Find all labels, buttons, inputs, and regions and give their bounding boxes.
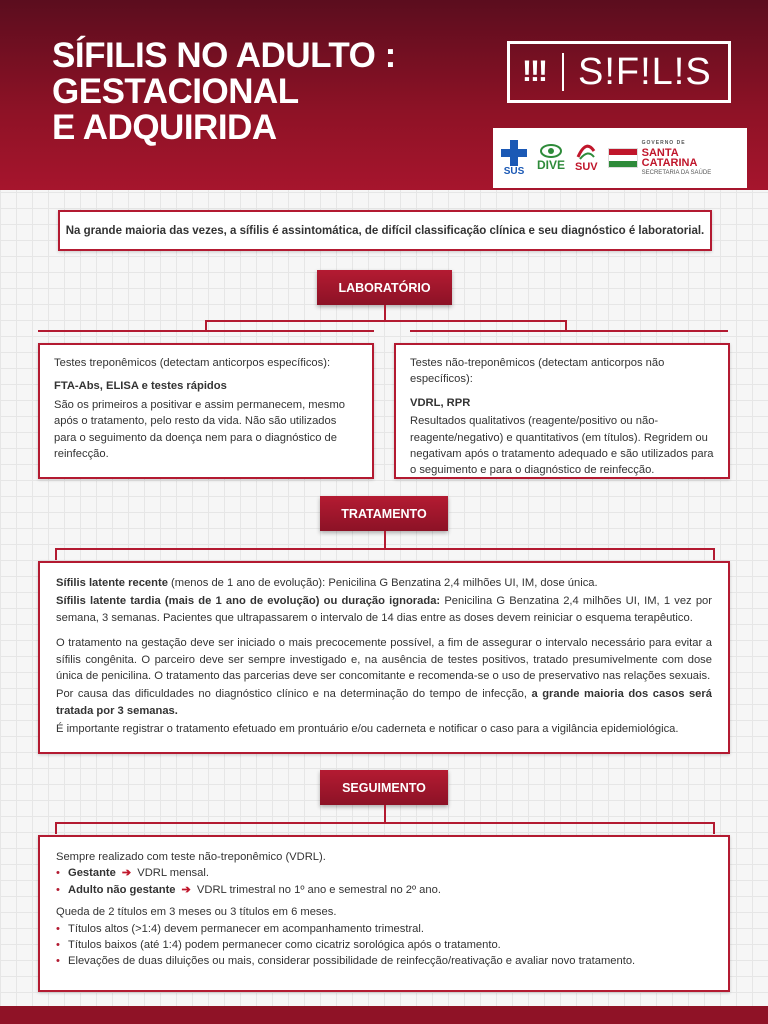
list-item: • Títulos altos (>1:4) devem permanecer em acompanhamento trimestral. bbox=[56, 921, 712, 937]
adulto-value: VDRL trimestral no 1º ano e semestral no 2º ano. bbox=[196, 883, 441, 896]
bracket-line bbox=[55, 548, 715, 550]
treponemic-tests-list: FTA-Abs, ELISA e testes rápidos bbox=[54, 380, 227, 393]
title-line-3: E ADQUIRIDA bbox=[52, 108, 277, 147]
latente-recente-detail: (menos de 1 ano de evolução): Penicilina G Benzatina 2,4 milhões UI, IM, dose única. bbox=[167, 577, 598, 589]
seguimento-box bbox=[38, 835, 730, 992]
dificuldades-text: Por causa das dificuldades no diagnóstico clínico e na determinação do tempo de infecção, bbox=[56, 688, 532, 701]
sc-gov-label: GOVERNO DE bbox=[641, 140, 686, 146]
list-item bbox=[56, 865, 712, 881]
intro-text: Na grande maioria das vezes, a sífilis é assintomática, de difícil classificação clínica e seu diagnóstico é laboratorial. bbox=[65, 224, 705, 237]
connector-line bbox=[384, 805, 386, 823]
latente-tardia-label: Sífilis latente tardia (mais de 1 ano de evolução) ou duração ignorada: bbox=[56, 595, 441, 608]
bracket-line bbox=[55, 548, 57, 560]
adulto-label: Adulto não gestante bbox=[68, 883, 176, 896]
partner-logos bbox=[493, 128, 747, 188]
eye-icon bbox=[540, 144, 562, 158]
arrow-right-icon: ➔ bbox=[121, 867, 132, 880]
sifilis-brand-logo bbox=[507, 41, 731, 103]
tratamento-title: TRATAMENTO bbox=[341, 506, 427, 521]
arrow-right-icon: ➔ bbox=[181, 883, 191, 896]
bracket-line bbox=[713, 822, 715, 834]
sc-name-line1: SANTA bbox=[641, 147, 679, 159]
suv-swoosh-icon bbox=[576, 143, 596, 161]
intro-box bbox=[58, 210, 712, 251]
footer-bar bbox=[0, 1006, 768, 1024]
suv-label: SUV bbox=[575, 161, 598, 173]
list-item: • Elevações de duas diluições ou mais, considerar possibilidade de reinfecção/reativação e avaliar novo tratamento. bbox=[56, 953, 712, 969]
non-treponemic-description: Resultados qualitativos (reagente/positivo ou não-reagente/negativo) e quantitativos (em títulos). Regridem ou negativam após o tratamento adequado e são utilizados para o seguimento e para o diagnóstico de reinfecção. bbox=[410, 415, 714, 477]
connector-line bbox=[384, 305, 386, 321]
registro-paragraph: É importante registrar o tratamento efetuado em prontuário e/ou caderneta e notificar o caso para a vigilância epidemiológica. bbox=[56, 723, 679, 736]
gestante-value: VDRL mensal. bbox=[137, 867, 209, 880]
treponemic-description: São os primeiros a positivar e assim permanecem, mesmo após o tratamento, pelo resto da vida. Não são utilizados para o seguimento da doença nem para o diagnóstico de reinfecção. bbox=[54, 398, 345, 461]
latente-recente-label: Sífilis latente recente bbox=[56, 577, 168, 589]
laboratorio-badge bbox=[317, 270, 452, 305]
seguimento-groups-list bbox=[56, 865, 712, 898]
title-line-1: SÍFILIS NO ADULTO : bbox=[52, 36, 396, 75]
sc-name-line2: CATARINA bbox=[641, 157, 698, 169]
tratamento-box bbox=[38, 561, 730, 754]
list-item bbox=[56, 882, 712, 898]
treponemic-heading: Testes treponêmicos (detectam anticorpos específicos): bbox=[54, 357, 331, 369]
suv-logo bbox=[575, 143, 598, 173]
connector-line bbox=[205, 320, 567, 322]
latente-tardia-detail: Penicilina G Benzatina 2,4 milhões UI, IM, 1 vez por semana, 3 semanas. Pacientes que ultrapassarem o intervalo de 14 dias entre as doses devem reiniciar o esquema terapêutico. bbox=[56, 595, 712, 624]
queda-titulos-text: Queda de 2 títulos em 3 meses ou 3 títulos em 6 meses. bbox=[56, 906, 337, 919]
bracket-line bbox=[55, 822, 715, 824]
treponemic-tests-box bbox=[38, 343, 374, 479]
gestante-label: Gestante bbox=[68, 867, 116, 880]
bracket-line bbox=[410, 330, 728, 332]
latente-tardia-text bbox=[56, 593, 712, 626]
non-treponemic-heading: Testes não-treponêmicos (detectam anticorpos não específicos): bbox=[410, 357, 665, 386]
sus-cross-icon bbox=[501, 140, 527, 166]
dive-label: DIVE bbox=[537, 158, 566, 172]
dive-logo bbox=[537, 144, 565, 172]
non-treponemic-tests-box bbox=[394, 343, 730, 479]
seguimento-intro: Sempre realizado com teste não-treponêmico (VDRL). bbox=[56, 851, 326, 863]
page-title bbox=[52, 38, 396, 146]
sus-label: SUS bbox=[503, 165, 525, 177]
seguimento-title: SEGUIMENTO bbox=[342, 780, 426, 795]
bracket-line bbox=[55, 822, 57, 834]
sc-secretaria-label: SECRETARIA DA SAÚDE bbox=[641, 170, 712, 176]
brand-divider bbox=[562, 53, 564, 91]
santa-catarina-logo bbox=[608, 138, 712, 178]
titulos-list bbox=[56, 921, 712, 970]
connector-line bbox=[384, 531, 386, 549]
seguimento-badge bbox=[320, 770, 448, 805]
latente-recente-text bbox=[56, 575, 712, 591]
header-banner bbox=[0, 0, 768, 190]
dificuldades-bold: a grande maioria dos casos será tratada por 3 semanas. bbox=[56, 688, 712, 717]
tratamento-badge bbox=[320, 496, 448, 531]
list-item: • Títulos baixos (até 1:4) podem permanecer como cicatriz sorológica após o tratamento. bbox=[56, 937, 712, 953]
bracket-line bbox=[713, 548, 715, 560]
gestacao-paragraph: O tratamento na gestação deve ser iniciado o mais precocemente possível, a fim de assegurar o intervalo necessário para evitar a sífilis congênita. O parceiro deve ser sempre investigado e, na ausência de testes positivos, tratado presumivelmente com dose única de penicilina. O tratamento das parcerias deve ser concomitante e recomenda-se o uso de preservativo nas relações sexuais. bbox=[56, 637, 712, 683]
sc-flag-icon bbox=[608, 148, 638, 168]
laboratorio-title: LABORATÓRIO bbox=[338, 280, 431, 295]
brand-name: S!F!L!S bbox=[577, 50, 712, 93]
sus-logo bbox=[501, 140, 527, 177]
brand-mark: !!! bbox=[522, 55, 546, 88]
non-treponemic-tests-list: VDRL, RPR bbox=[410, 396, 471, 409]
title-line-2: GESTACIONAL bbox=[52, 72, 299, 111]
dificuldades-paragraph bbox=[56, 686, 712, 719]
bracket-line bbox=[38, 330, 374, 332]
